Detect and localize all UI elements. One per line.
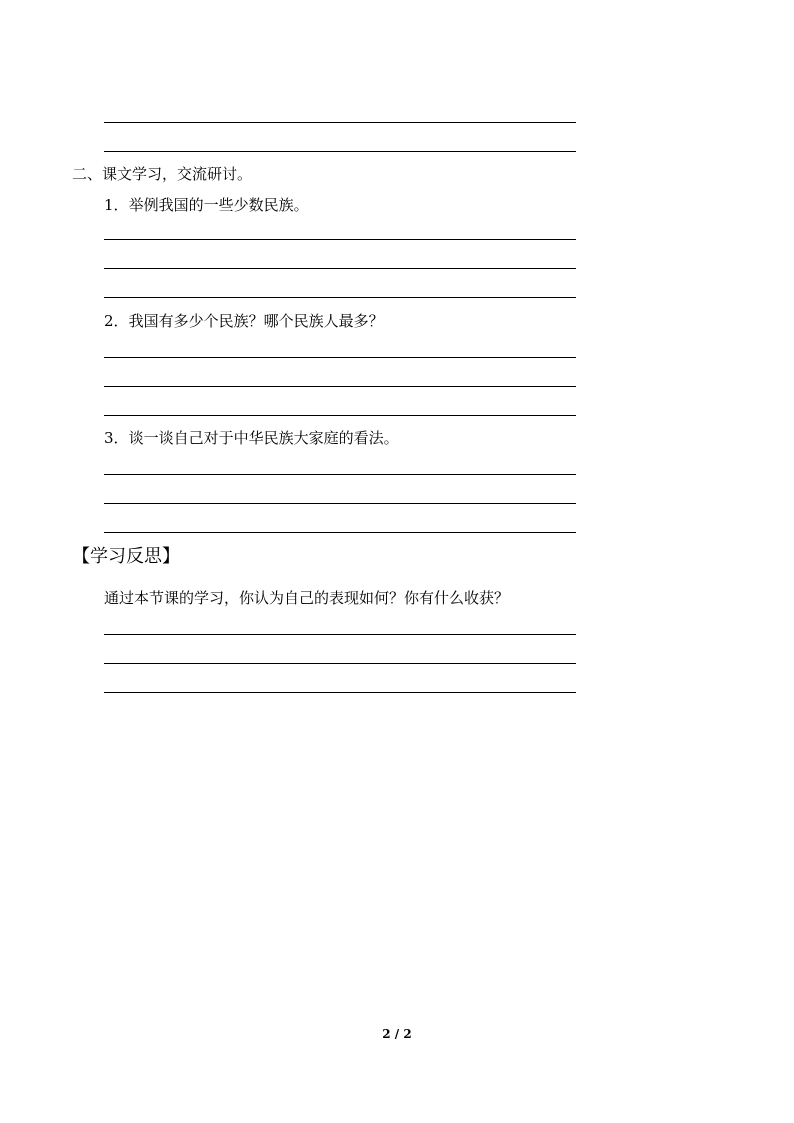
question-number: 3 bbox=[104, 429, 114, 447]
answer-line bbox=[104, 297, 576, 298]
question-number: 2 bbox=[104, 312, 114, 330]
question-number-dot: ． bbox=[113, 312, 129, 330]
answer-line bbox=[104, 692, 576, 693]
answer-line bbox=[104, 663, 576, 664]
answer-line bbox=[104, 357, 576, 358]
question-number: 1 bbox=[104, 196, 114, 214]
question-text: 举例我国的一些少数民族。 bbox=[128, 196, 309, 214]
answer-line bbox=[104, 503, 576, 504]
question-text: 谈一谈自己对于中华民族大家庭的看法。 bbox=[128, 429, 399, 447]
answer-line bbox=[104, 151, 576, 152]
question-2 bbox=[104, 311, 384, 331]
answer-line bbox=[104, 634, 576, 635]
question-number-dot: ． bbox=[113, 429, 129, 447]
question-number-dot: ． bbox=[113, 196, 129, 214]
answer-line bbox=[104, 415, 576, 416]
question-text: 我国有多少个民族？哪个民族人最多？ bbox=[128, 312, 384, 330]
page-number: 2 / 2 bbox=[382, 1027, 412, 1041]
question-1 bbox=[104, 195, 309, 215]
answer-line bbox=[104, 239, 576, 240]
question-3 bbox=[104, 428, 399, 448]
answer-line bbox=[104, 532, 576, 533]
answer-line bbox=[104, 122, 576, 123]
answer-line bbox=[104, 474, 576, 475]
section-title: 二、课文学习，交流研讨。 bbox=[72, 165, 253, 183]
reflection-heading: 【学习反思】 bbox=[72, 546, 180, 567]
reflection-prompt: 通过本节课的学习，你认为自己的表现如何？你有什么收获？ bbox=[104, 589, 510, 607]
answer-line bbox=[104, 386, 576, 387]
answer-line bbox=[104, 268, 576, 269]
